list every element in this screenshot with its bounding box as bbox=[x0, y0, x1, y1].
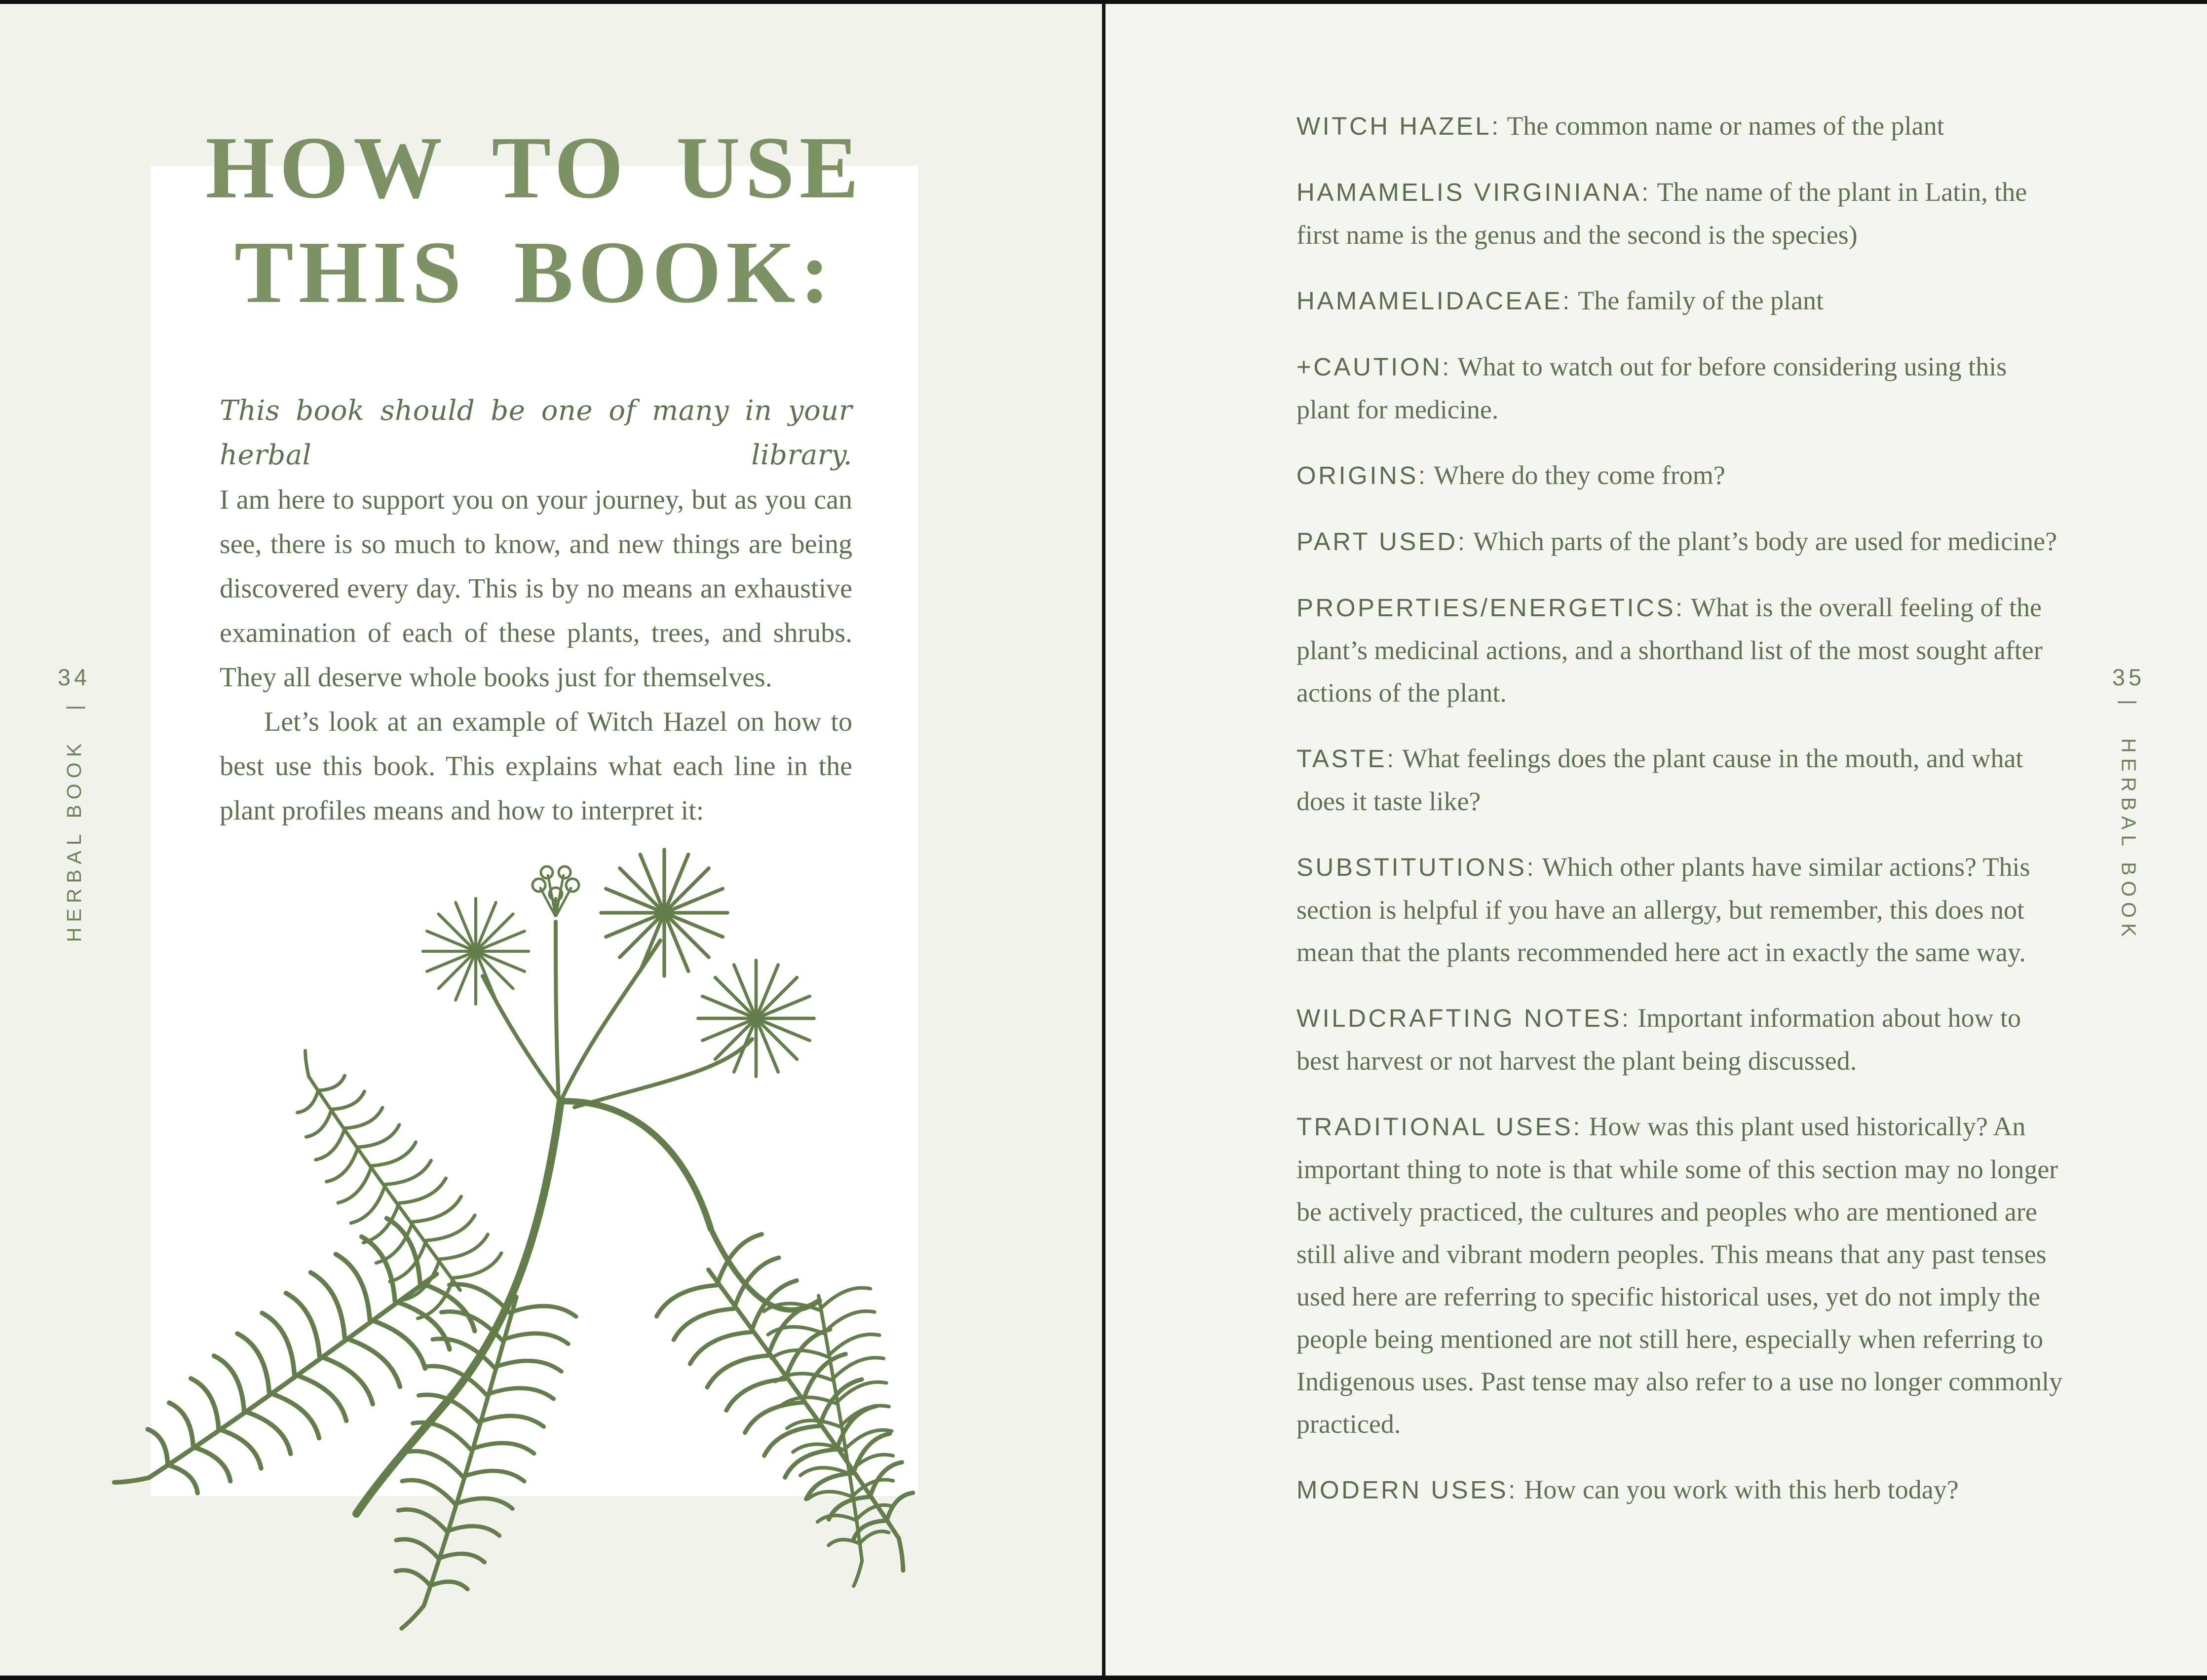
glossary-entry-text: The family of the plant bbox=[1578, 286, 1824, 315]
glossary-entry-text: Where do they come from? bbox=[1434, 460, 1725, 490]
glossary-list bbox=[1296, 105, 2064, 1534]
right-margin-separator: | bbox=[2117, 700, 2140, 710]
page-title-line2: THIS BOOK: bbox=[234, 223, 835, 321]
glossary-entry-label: ORIGINS: bbox=[1296, 461, 1428, 489]
right-page bbox=[1105, 0, 2207, 1680]
glossary-entry bbox=[1296, 997, 2064, 1082]
glossary-entry-text: Important information about how to best harvest or not harvest the plant being discussed. bbox=[1296, 1003, 2021, 1076]
glossary-entry-text: How can you work with this herb today? bbox=[1524, 1475, 1959, 1504]
left-margin-vertical-text bbox=[64, 700, 84, 942]
frond-bottom-right bbox=[760, 1285, 930, 1593]
glossary-entry-label: TRADITIONAL USES: bbox=[1296, 1113, 1583, 1141]
glossary-entry bbox=[1296, 1468, 2064, 1511]
intro-italic-line: This book should be one of many in your herbal library. bbox=[220, 395, 852, 471]
book-top-edge bbox=[0, 0, 2207, 4]
glossary-entry-label: PROPERTIES/ENERGETICS: bbox=[1296, 594, 1685, 622]
glossary-entry bbox=[1296, 345, 2064, 431]
glossary-entry-text: Which other plants have similar actions? This section is helpful if you have an allergy, but remember, this does not mean that the plants recommended here act in exactly the same way. bbox=[1296, 852, 2030, 967]
left-folio bbox=[47, 664, 101, 942]
glossary-entry bbox=[1296, 520, 2064, 563]
botanical-drawing-svg bbox=[166, 825, 908, 1575]
right-folio bbox=[2101, 664, 2156, 942]
glossary-entry bbox=[1296, 1105, 2064, 1445]
frond-right bbox=[650, 1231, 979, 1596]
right-margin-label: HERBAL BOOK bbox=[2117, 738, 2140, 942]
glossary-entry-label: MODERN USES: bbox=[1296, 1476, 1518, 1504]
book-gutter bbox=[1102, 0, 1105, 1680]
glossary-entry-label: +CAUTION: bbox=[1296, 353, 1451, 381]
glossary-entry bbox=[1296, 737, 2064, 822]
bud-cluster bbox=[533, 866, 579, 917]
left-margin-separator: | bbox=[62, 700, 85, 710]
glossary-entry-label: WILDCRAFTING NOTES: bbox=[1296, 1004, 1631, 1032]
glossary-entry-label: WITCH HAZEL: bbox=[1296, 112, 1501, 140]
glossary-entry-label: HAMAMELIDACEAE: bbox=[1296, 287, 1572, 315]
puff-flower-right bbox=[698, 960, 814, 1076]
glossary-entry-label: SUBSTITUTIONS: bbox=[1296, 853, 1536, 881]
left-page bbox=[0, 0, 1102, 1680]
glossary-entry bbox=[1296, 586, 2064, 714]
intro-paragraph-2: Let’s look at an example of Witch Hazel on how to best use this book. This explains what each line in the plant profiles means and how to interpret it: bbox=[220, 707, 852, 826]
frond-upper-left bbox=[245, 1030, 506, 1321]
book-bottom-edge bbox=[0, 1676, 2207, 1680]
puff-flower-left bbox=[423, 898, 529, 1004]
glossary-entry bbox=[1296, 846, 2064, 973]
glossary-entry bbox=[1296, 454, 2064, 497]
right-page-number: 35 bbox=[2112, 664, 2145, 690]
witch-hazel-illustration bbox=[166, 825, 908, 1575]
page-title-line1: HOW TO USE bbox=[205, 118, 864, 217]
glossary-entry-text: The common name or names of the plant bbox=[1507, 111, 1944, 141]
glossary-entry-label: HAMAMELIS VIRGINIANA: bbox=[1296, 178, 1651, 206]
glossary-entry-text: The name of the plant in Latin, the first name is the genus and the second is the species) bbox=[1296, 177, 2027, 250]
glossary-entry bbox=[1296, 171, 2064, 256]
glossary-entry-text: How was this plant used historically? An important thing to note is that while some of this section may no longer be actively practiced, the cultures and peoples who are mentioned are still alive and vibrant modern peoples. This means that any past tenses used here are referring to specific historical uses, yet do not imply the people being mentioned are not still here, especially when referring to Indigenous uses. Past tense may also refer to a use no longer commonly practiced. bbox=[1296, 1112, 2063, 1439]
glossary-entry bbox=[1296, 279, 2064, 322]
intro-text-block bbox=[220, 389, 852, 833]
glossary-entry-text: What feelings does the plant cause in the mouth, and what does it taste like? bbox=[1296, 744, 2023, 816]
glossary-entry-label: PART USED: bbox=[1296, 527, 1467, 556]
left-margin-label: HERBAL BOOK bbox=[62, 738, 85, 942]
glossary-entry-label: TASTE: bbox=[1296, 745, 1396, 773]
intro-paragraph-1: I am here to support you on your journey, but as you can see, there is so much to know, and new things are being discovered every day. This is by no means an exhaustive examination of each of these plants, trees, and shrubs. They all deserve whole books just for themselves. bbox=[220, 485, 852, 693]
glossary-entry-text: What is the overall feeling of the plant’s medicinal actions, and a shorthand list of the most sought after actions of the plant. bbox=[1296, 593, 2043, 708]
glossary-entry-text: Which parts of the plant’s body are used for medicine? bbox=[1473, 526, 2057, 556]
page-title bbox=[151, 115, 918, 325]
glossary-entry-text: What to watch out for before considering using this plant for medicine. bbox=[1296, 352, 2007, 424]
right-margin-vertical-text bbox=[2119, 700, 2139, 942]
glossary-entry bbox=[1296, 105, 2064, 148]
puff-flower-top bbox=[601, 850, 727, 976]
left-page-number: 34 bbox=[57, 664, 91, 690]
